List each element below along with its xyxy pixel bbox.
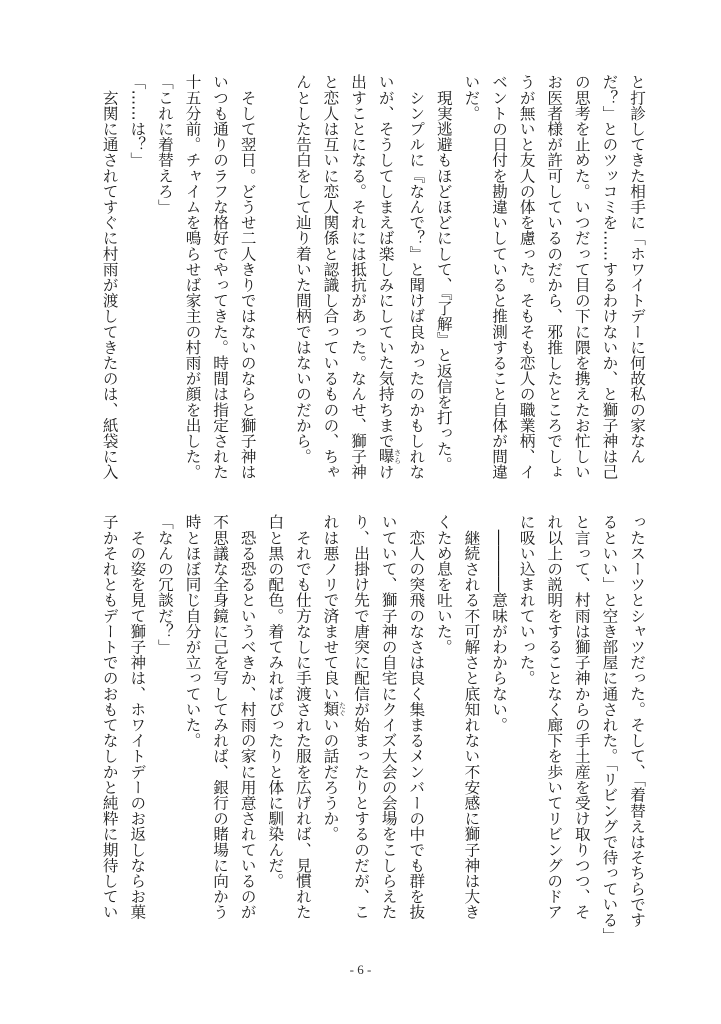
text-run: 恐る恐るというべきか、村雨の家に用意されているのが <box>238 514 257 920</box>
text-column <box>261 74 289 486</box>
text-column <box>457 514 485 946</box>
text-run: お医者様が許可しているのだから、邪推したところでしょ <box>545 74 564 480</box>
text-column <box>540 74 568 486</box>
text-column <box>402 74 430 486</box>
ruby-text <box>376 448 402 465</box>
text-run: 子かそれともデートでのおもてなしかと純粋に期待してい <box>100 514 119 920</box>
text-run: 時とほぼ同じ自分が立っていた。 <box>183 514 202 748</box>
text-column <box>233 74 261 486</box>
text-run: れは悪ノリで済ませて良い <box>321 514 340 702</box>
text-column <box>123 74 151 486</box>
text-run: いつも通りのラフな格好でやってきた。時間は指定された <box>211 74 230 480</box>
text-column <box>178 514 206 946</box>
text-column <box>150 74 178 486</box>
text-column <box>178 74 206 486</box>
text-column <box>346 514 374 946</box>
text-column <box>288 74 316 486</box>
ruby-base: 曝 <box>376 448 395 465</box>
text-run: いの話だろうか。 <box>321 716 340 842</box>
text-column <box>402 514 430 946</box>
text-run: 「なんの冗談だ？」 <box>155 514 174 655</box>
text-column <box>95 514 123 946</box>
text-column <box>512 514 540 946</box>
text-run: いていて、獅子神の自宅にクイズ大会の会場をこしらえた <box>379 514 398 920</box>
text-column <box>316 514 347 946</box>
text-run: 「これに着替えろ」 <box>155 74 174 215</box>
ruby-reading: さら <box>393 448 402 464</box>
text-run: け <box>376 464 395 480</box>
text-run: それでも仕方なしに手渡された服を広げれば、見慣れた <box>293 514 312 920</box>
text-column <box>457 74 485 486</box>
text-run: その姿を見て獅子神は、ホワイトデーのお返しならお菓 <box>128 514 147 920</box>
text-column <box>567 514 595 946</box>
text-column <box>123 514 151 946</box>
text-column <box>595 74 623 486</box>
text-run: 十五分前。チャイムを鳴らせば家主の村雨が顔を出した。 <box>183 74 202 480</box>
ruby-base: 類 <box>321 701 340 717</box>
ruby-text <box>321 701 347 717</box>
text-column <box>371 74 402 486</box>
text-run: ベントの日付を勘違いしていると推測すること自体が間違 <box>490 74 509 480</box>
page-number: - 6 - <box>349 962 372 977</box>
text-run: 「……は？」 <box>128 74 147 168</box>
text-column <box>316 74 344 486</box>
text-run: 玄関に通されてすぐに村雨が渡してきたのは、紙袋に入 <box>100 74 119 480</box>
text-column <box>595 514 623 946</box>
text-column <box>622 514 650 946</box>
text-column <box>150 514 178 946</box>
text-run: ったスーツとシャツだった。そして、「着替えはそちらです <box>628 514 646 928</box>
text-run: シンプルに『なんで？』と聞けば良かったのかもしれな <box>407 74 426 480</box>
text-column <box>429 74 457 486</box>
text-run: うが無いと友人の体を慮った。そもそも恋人の職業柄、イ <box>517 74 536 480</box>
text-column <box>288 514 316 946</box>
text-column <box>429 514 457 946</box>
text-run: んとした告白をして辿り着いた間柄ではないのだから。 <box>293 74 312 464</box>
text-column <box>233 514 261 946</box>
text-block-bottom <box>95 514 650 946</box>
text-run: と打診してきた相手に「ホワイトデーに何故私の家なん <box>628 74 646 464</box>
text-run: 恋人の突飛のなさは良く集まるメンバーの中でも群を抜 <box>407 514 426 920</box>
text-run: れ以上の説明をすることなく廊下を歩いてリビングのドア <box>545 514 564 920</box>
text-run: と言って、村雨は獅子神からの手土産を受け取りつつ、そ <box>572 514 591 920</box>
text-column <box>343 74 371 486</box>
text-column <box>484 514 512 946</box>
text-column <box>567 74 595 486</box>
text-run: だ？」とのツッコミを……するわけないか、と獅子神は己 <box>600 74 619 480</box>
text-block-top <box>95 74 650 486</box>
text-run: 出すことになる。それには抵抗があった。なんせ、獅子神 <box>349 74 368 480</box>
text-column <box>512 74 540 486</box>
text-run: そして翌日。どうせ二人きりではないのならと獅子神は <box>238 74 257 480</box>
text-run: 現実逃避もほどほどにして、『了解』と返信を打った。 <box>434 74 453 472</box>
text-column <box>622 74 650 486</box>
text-column <box>484 74 512 486</box>
text-run: いが、そうしてしまえば楽しみにしていた気持ちまで <box>376 74 395 449</box>
text-column <box>261 514 289 946</box>
text-run: り、出掛け先で唐突に配信が始まったりとするのだが、こ <box>352 514 371 920</box>
text-run: るといい」と空き部屋に通された。「リビングで待っている」 <box>600 514 619 943</box>
ruby-reading: たぐ <box>338 701 347 717</box>
text-column <box>374 514 402 946</box>
text-column <box>540 514 568 946</box>
text-column <box>95 74 123 486</box>
text-run: 白と黒の配色。着てみればぴったりと体に馴染んだ。 <box>266 514 285 889</box>
text-run: の思考を止めた。いつだって目の下に隈を携えたお忙しい <box>572 74 591 480</box>
text-column <box>206 74 234 486</box>
text-run: いだ。 <box>462 74 481 121</box>
text-column <box>206 514 234 946</box>
text-run: 不思議な全身鏡に己を写してみれば、銀行の賭場に向かう <box>211 514 230 920</box>
text-run: と恋人は互いに恋人関係と認識し合っているものの、ちゃ <box>321 74 340 480</box>
text-run: に吸い込まれていった。 <box>517 514 536 686</box>
text-run: 継続される不可解さと底知れない不安感に獅子神は大き <box>462 514 481 920</box>
text-run: ――――意味がわからない。 <box>490 514 509 733</box>
text-run: くため息を吐いた。 <box>434 514 453 655</box>
